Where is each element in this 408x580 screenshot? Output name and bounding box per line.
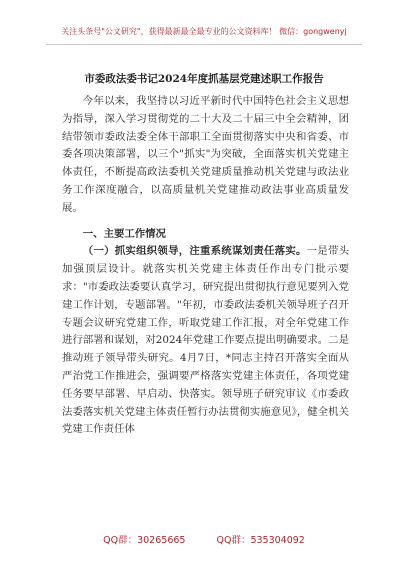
footer-qq-group-1: QQ群：30265665 — [103, 535, 186, 546]
subsection-body: 一是带头加强顶层设计。就落实机关党建主体责任作出专门批示要求："市委政法委要认真学习，研究提出贯彻执行意见要列入党建工作计划，专题部署。"年初，市委政法委机关领导班子召开专题会议研究党建工作，听取党建工作汇报，对全年党建工作进行部署和谋划，对2024年党建工作要点提出明确要求。二是推动班子领导带头研究。4月7日，*同志主持召开落实全面从严治党工作推进会，强调要严格落实党建主体责任，各项党建任务要早部署、早启动、快落实。领导班子研究审议《市委政法委落实机关党建主体责任暂行办法贯彻实施意见》，健全机关党建工作责任体 — [62, 245, 350, 436]
intro-paragraph: 今年以来，我坚持以习近平新时代中国特色社会主义思想为指导，深入学习贯彻党的二十大及二十届三中全会精神，团结带领市委政法委全体干部职工全面贯彻落实中央和省委、市委各项决策部署，以三个"抓实"为突破，全面落实机关党建主体责任，不断提高政法委机关党建质量推动机关党建与政法业务工作深度融合，以高质量机关党建推动政法事业高质量发展。 — [62, 95, 349, 214]
footer — [0, 532, 408, 546]
document-body — [62, 93, 349, 439]
document-title: 市委政法委书记2024年度抓基层党建述职工作报告 — [84, 73, 324, 85]
footer-qq-group-2: QQ群：535304092 — [216, 535, 305, 546]
subsection-paragraph — [62, 243, 349, 439]
header-divider — [46, 44, 362, 45]
section-heading: 一、主要工作情况 — [82, 227, 166, 240]
subsection-heading: （一）抓实组织领导，注重系统谋划责任落实。 — [82, 245, 307, 258]
header-banner: 关注头条号"公文研究"，获得最新最全最专业的公文资料库！ 微信：gongwenyj — [61, 27, 347, 36]
